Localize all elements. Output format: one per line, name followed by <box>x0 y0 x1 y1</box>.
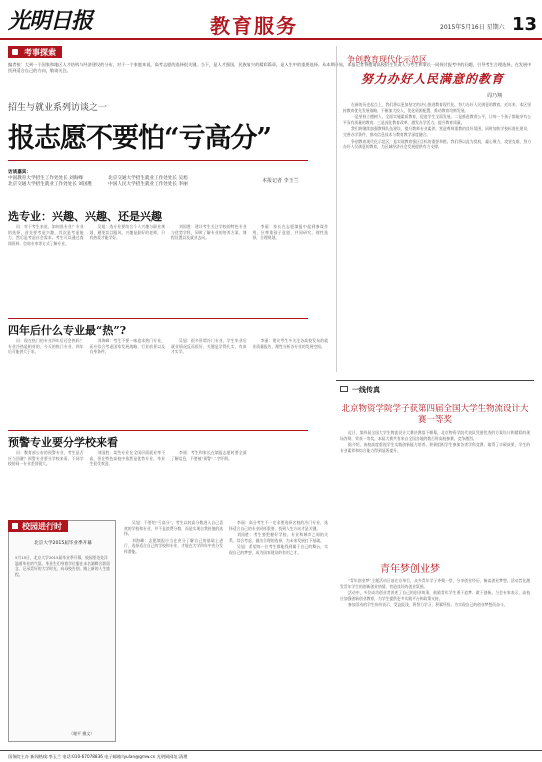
side-author: 周乃翔 <box>487 93 503 99</box>
body-text: 问：现在热门的专业四年后还会热吗？专业冷热是相对的，今天的热门专业，四年后可能供大于求。 刘海峰：考生不要一味追求热门专业，而应综合考虑国家发展战略、行业前景以及自身条件。 吴旭：很多所谓冷门专业，学生毕业后就业情况反而很好，关键是学得扎实，有真才实学。 李丽：建议考生多关注各高校发布的就业质量报告，理性分析各专业的发展空间。 <box>8 338 328 355</box>
guest-line: 北京交通大学招生就业工作处处长 吴旭 <box>108 176 188 181</box>
newspaper-logo: 光明日报 <box>8 8 93 34</box>
reporter-byline: 本报记者 李玉兰 <box>262 178 299 184</box>
page-header <box>0 0 542 40</box>
campus-text: 5月15日，北京大学2015届毕业季开幕，校园里处处洋溢着毕业的气氛。毕业生们身着学位服在未名湖畔合影留念，记录美好的大学时光，向母校告别，踏上新的人生旅程。 <box>15 555 110 577</box>
news-title: 青年梦创业梦 <box>380 564 440 575</box>
page-number: 13 <box>512 14 538 35</box>
guests-label: 访谈嘉宾： <box>8 170 31 175</box>
side-kicker: 争创教育现代化示范区 <box>347 55 427 64</box>
campus-box <box>8 520 116 742</box>
body-text: 问：对于考生来说，如何选专业？专业的选择，首先要考虑兴趣，其次是考虑能力，然后是考虑社会需求。考生可以通过查阅资料、咨询专家等方式了解专业。 吴旭：选专业要结合个人兴趣与职业规划，避免盲目跟风。兴趣是最好的老师，只有热爱才能学好。 刘国胜：建议考生关注学校的特色专业与优势学科，同时了解专业的培养方案、课程设置以及就业去向。 李丽：家长在志愿填报中起到参谋作用，应尊重孩子意愿，共同研究，理性选择，合理规划。 <box>8 224 328 246</box>
column-tag-kaosheng: 考事探索 <box>8 46 62 58</box>
subhead-xuanzhuanye: 选专业：兴趣、兴趣、还是兴趣 <box>8 210 162 223</box>
section-rule <box>8 318 308 319</box>
section-title: 教育服务 <box>210 14 298 38</box>
body-text: 问：教育部公布的预警专业，考生是否应当回避？预警专业要分学校来看，不同学校的同一专业差别很大。 刘国胜：某些专业在全国层面就业率不高，但在特色高校中依然是优势专业，毕业生很受欢迎。 李丽：考生和家长在填报志愿时要全面了解信息，不要被“预警”二字吓倒。 <box>8 450 247 467</box>
body-text: 吴旭：不要怕“亏高分”。考生以较高分数进入自己喜欢的学校和专业，并不是浪费分数，而是实现自我价值的选择。 刘海峰：志愿填报应当在充分了解自己的基础上进行，选择适合自己的学校和专业，才能在大学四年中充分发挥潜能。 李丽：高分考生不一定非要选择名校的冷门专业，选择适合自己的专业同样重要，找到人生方向才是关键。 刘国胜：考生要把握好学校、专业和城市之间的关系，综合考虑，做出合理的选择，为未来发展打下基础。 吴旭：希望每一位考生都能找到属于自己的舞台，实现自己的梦想，成为国家建设的有用之才。 <box>124 520 328 555</box>
campus-author: （谢平 摄文） <box>69 731 95 736</box>
main-headline: 报志愿不要怕“亏高分” <box>8 123 272 154</box>
side-body-text: 在新的历史起点上，我们将以更加坚定的决心推进教育现代化，努力办好人民满意的教育。近年来，本区坚持教育优先发展战略，不断加大投入，优化资源配置，推动教育均衡发展。 一是坚持立德树人，全面实施素质教育，促进学生全面发展。二是推进教育公平，让每一个孩子都能享有公平而有质量的教育。三是深化教育改革，激发办学活力，提升教育质量。 我们将继续加强教师队伍建设，提升教师专业素养，营造尊师重教的良好氛围。同时加快学校标准化建设，完善办学条件，推动信息技术与教育教学深度融合。 争创教育现代化示范区，是实现教育强区目标的重要举措。我们将以此为契机，凝心聚力，攻坚克难，努力办好人民满意的教育，为区域经济社会发展提供有力支撑。 <box>343 102 531 150</box>
guest-line: 中国人民大学招生就业工作处处长 李丽 <box>108 182 188 187</box>
guest-line: 北京交通大学招生就业工作处处长 刘国胜 <box>8 182 93 187</box>
editor-note: 编者按：大到一个国家和地区人才结构与经济建设的分布，对于一个家庭来说，高考志愿的选择很关键。当下，是人才强国，民族复兴的精彩篇章，是人生中的重要选择。从本期开始，本报记者将邀请高校招生负责人与考生和家长一同探讨报考中的问题，引导考生合理选择，在发展中找到适合自己的方向，敬请关注。 <box>8 62 532 73</box>
guests-block <box>8 170 188 188</box>
series-label: 招生与就业系列访谈之一 <box>8 103 108 113</box>
news-body-text: “青年创业梦”主题活动日前在京举行，众多青年学子齐聚一堂，分享创业经历，畅谈创业梦想。活动旨在激发青年学生的创新创业热情，营造良好的创业氛围。 活动中，多位成功创业者讲述了自己的创业故事，鼓励青年学生勇于追梦、敢于创新。与会专家表示，高校应加强创新创业教育，为学生提供更多实践平台和政策支持。 参加活动的学生纷纷表示，受益匪浅，将努力学习，积累经验，为实现自己的创业梦想而奋斗。 <box>340 578 530 608</box>
section-divider <box>336 380 534 381</box>
guest-line: 中国教育大学招生工作处处长 刘海峰 <box>8 176 83 181</box>
issue-date: 2015年5月16日 星期六 <box>440 24 505 31</box>
campus-title: 北京大学2015届毕业季开幕 <box>34 541 92 546</box>
side-title: 努力办好人民满意的教育 <box>361 72 505 86</box>
side-column <box>336 46 534 372</box>
subhead-remen: 四年后什么专业最“热”? <box>8 324 127 337</box>
page-footer: 国务院主办 新闻热线:李玉兰 电话:010-67078836 电子邮箱:lyulan@gmw.cn 光明网网址:清理 <box>0 750 542 762</box>
column-tag-xiaoyuan: 校园进行时 <box>8 520 68 532</box>
news-title: 北京物资学院学子获第四届全国大学生物流设计大赛一等奖 <box>341 404 529 425</box>
column-label-yixian: 一线传真 <box>352 386 380 394</box>
section-rule <box>8 430 308 431</box>
subhead-yujing: 预警专业要分学校来看 <box>8 436 118 449</box>
news-flash-icon <box>340 386 348 392</box>
news-body-text: 近日，第四届全国大学生物流设计大赛决赛落下帷幕，北京物资学院代表队凭借优秀的方案设计和精彩的现场答辩，荣获一等奖。本届大赛共有来自全国各地的数百所高校参赛，竞争激烈。 据介绍，该校高度重视学生实践创新能力培养，积极组织学生参加各类学科竞赛，取得了丰硕成果，学生的专业素养和综合能力得到显著提升。 <box>340 430 530 453</box>
headline-rule <box>8 160 308 161</box>
